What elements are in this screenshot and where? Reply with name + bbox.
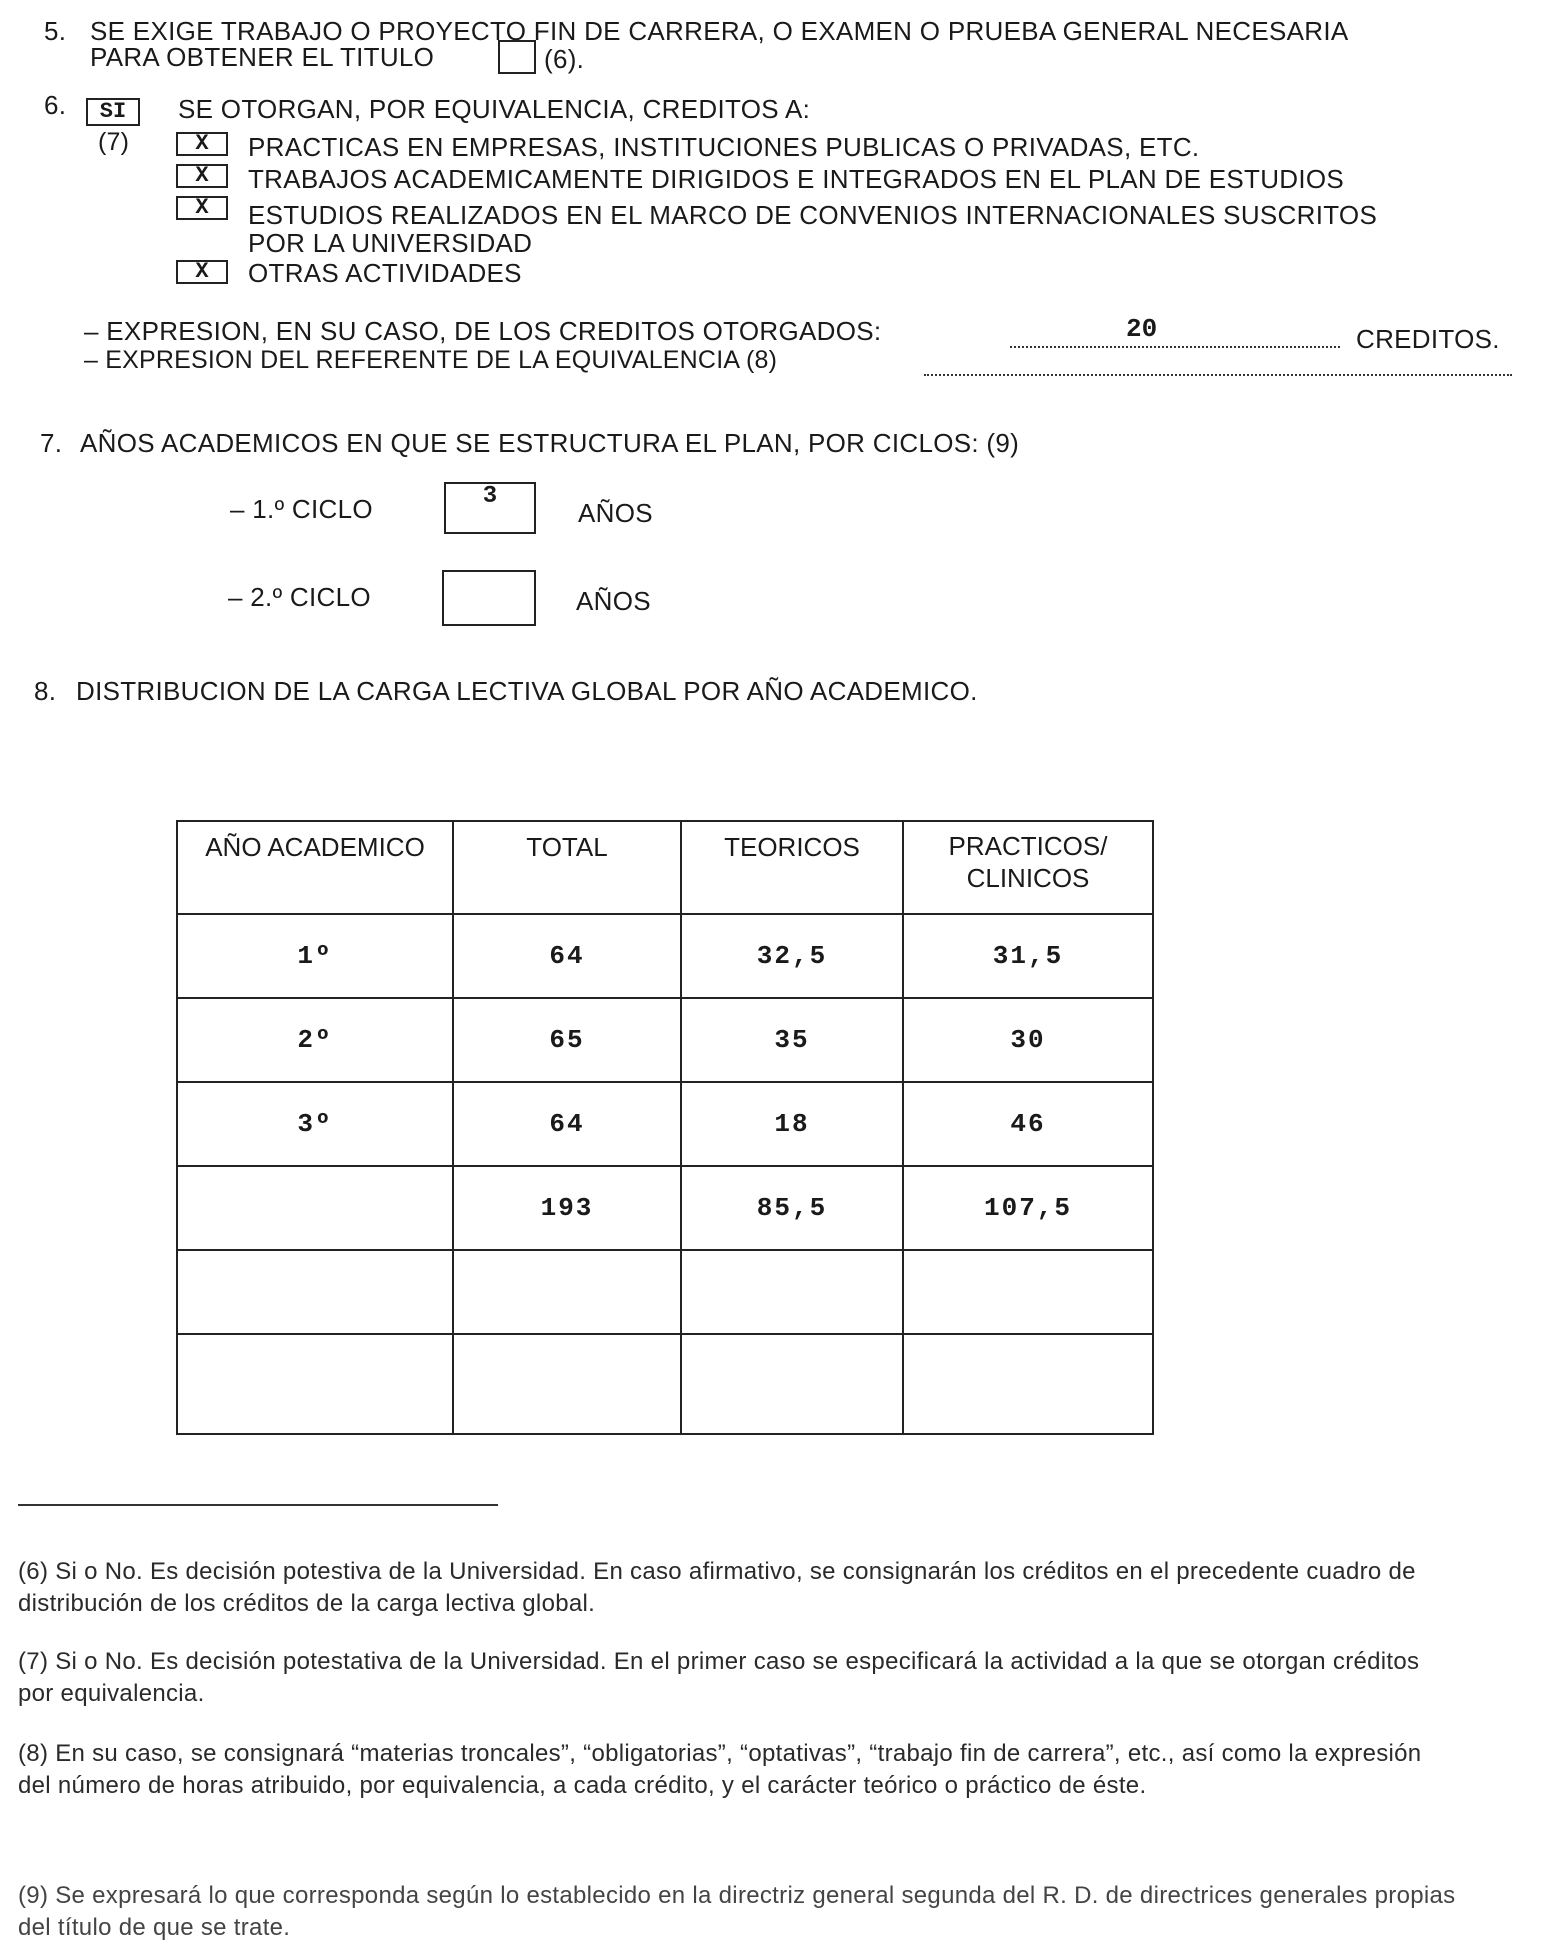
- item-7-number: 7.: [40, 428, 63, 458]
- option-checkbox-practicas[interactable]: X: [176, 132, 228, 156]
- cell-theory: 35: [681, 998, 903, 1082]
- option-label-otras: OTRAS ACTIVIDADES: [248, 258, 522, 288]
- header-year: AÑO ACADEMICO: [177, 821, 453, 914]
- cycle-2-label: – 2.º CICLO: [228, 582, 371, 612]
- cell-year: 3º: [177, 1082, 453, 1166]
- referent-line-label: – EXPRESION DEL REFERENTE DE LA EQUIVALENCIA (8): [84, 346, 778, 374]
- cell-practice: 46: [903, 1082, 1153, 1166]
- footnote-9: (9) Se expresará lo que corresponda según lo establecido en la directriz general segunda del R. D. de directrices generales propias del título de que se trate.: [18, 1882, 1456, 1941]
- option-checkbox-trabajos[interactable]: X: [176, 164, 228, 188]
- cell-theory[interactable]: [681, 1334, 903, 1434]
- item-8-heading: DISTRIBUCION DE LA CARGA LECTIVA GLOBAL POR AÑO ACADEMICO.: [76, 676, 978, 706]
- item-5-number: 5.: [44, 16, 67, 46]
- item-6-number: 6.: [44, 90, 67, 120]
- cell-total: 64: [453, 914, 681, 998]
- table-row: [177, 1082, 1153, 1166]
- cell-practice: 31,5: [903, 914, 1153, 998]
- cell-year: 1º: [177, 914, 453, 998]
- option-label-trabajos: TRABAJOS ACADEMICAMENTE DIRIGIDOS E INTEGRADOS EN EL PLAN DE ESTUDIOS: [248, 164, 1345, 194]
- option-checkbox-estudios[interactable]: X: [176, 196, 228, 220]
- cell-practice[interactable]: [903, 1334, 1153, 1434]
- item-5-line-1: SE EXIGE TRABAJO O PROYECTO FIN DE CARRERA, O EXAMEN O PRUEBA GENERAL NECESARIA: [90, 16, 1349, 46]
- cell-practice: 30: [903, 998, 1153, 1082]
- cell-year[interactable]: [177, 1250, 453, 1334]
- table-row-total: [177, 1166, 1153, 1250]
- cell-total: 193: [453, 1166, 681, 1250]
- header-total: TOTAL: [453, 821, 681, 914]
- cell-theory: 18: [681, 1082, 903, 1166]
- item-5-answer-box[interactable]: [498, 40, 536, 74]
- cell-theory: 32,5: [681, 914, 903, 998]
- option-label-practicas: PRACTICAS EN EMPRESAS, INSTITUCIONES PUBLICAS O PRIVADAS, ETC.: [248, 132, 1200, 162]
- credits-unit: CREDITOS.: [1356, 324, 1500, 354]
- cell-practice: 107,5: [903, 1166, 1153, 1250]
- cell-practice[interactable]: [903, 1250, 1153, 1334]
- cell-year: [177, 1166, 453, 1250]
- credits-value: 20: [1126, 314, 1158, 344]
- credits-dotted-field: [1010, 346, 1340, 348]
- option-label-estudios: ESTUDIOS REALIZADOS EN EL MARCO DE CONVENIOS INTERNACIONALES SUSCRITOS: [248, 200, 1378, 230]
- cell-theory[interactable]: [681, 1250, 903, 1334]
- cycle-1-unit: AÑOS: [578, 498, 653, 528]
- cycle-1-years-box[interactable]: 3: [444, 482, 536, 534]
- cell-year: 2º: [177, 998, 453, 1082]
- cell-theory: 85,5: [681, 1166, 903, 1250]
- cell-year[interactable]: [177, 1334, 453, 1434]
- header-theory: TEORICOS: [681, 821, 903, 914]
- cycle-2-years-box[interactable]: [442, 570, 536, 626]
- academic-load-table: [176, 820, 1154, 1435]
- cycle-1-label: – 1.º CICLO: [230, 494, 373, 524]
- footnote-separator: [18, 1504, 498, 1506]
- footnote-7: (7) Si o No. Es decisión potestativa de la Universidad. En el primer caso se especificará la actividad a la que se otorgan créditos por equivalencia.: [18, 1648, 1420, 1707]
- cell-total[interactable]: [453, 1334, 681, 1434]
- item-5-ref: (6).: [544, 44, 585, 74]
- cell-total[interactable]: [453, 1250, 681, 1334]
- item-6-heading: SE OTORGAN, POR EQUIVALENCIA, CREDITOS A:: [178, 94, 811, 124]
- item-5-line-2: PARA OBTENER EL TITULO: [90, 42, 435, 72]
- table-row: [177, 998, 1153, 1082]
- item-6-ref: (7): [98, 128, 130, 156]
- footnote-8: (8) En su caso, se consignará “materias troncales”, “obligatorias”, “optativas”, “trabajo fin de carrera”, etc., así como la expresión del número de horas atribuido, por equivalencia, a cada crédito, y el carácter teórico o práctico de éste.: [18, 1740, 1422, 1799]
- cell-total: 64: [453, 1082, 681, 1166]
- item-8-number: 8.: [34, 676, 57, 706]
- footnote-6: (6) Si o No. Es decisión potestiva de la Universidad. En caso afirmativo, se consignarán los créditos en el precedente cuadro de distribución de los créditos de la carga lectiva global.: [18, 1558, 1416, 1617]
- option-label-estudios-cont: POR LA UNIVERSIDAD: [248, 228, 533, 258]
- header-practice: PRACTICOS/ CLINICOS: [903, 821, 1153, 914]
- table-row: [177, 914, 1153, 998]
- item-6-si-box: SI: [86, 98, 140, 126]
- table-row-empty: [177, 1250, 1153, 1334]
- item-7-heading: AÑOS ACADEMICOS EN QUE SE ESTRUCTURA EL PLAN, POR CICLOS: (9): [80, 428, 1020, 458]
- referent-dotted-field: [924, 374, 1512, 376]
- option-checkbox-otras[interactable]: X: [176, 260, 228, 284]
- credits-line-label: – EXPRESION, EN SU CASO, DE LOS CREDITOS OTORGADOS:: [84, 316, 882, 346]
- table-row-empty: [177, 1334, 1153, 1434]
- cycle-2-unit: AÑOS: [576, 586, 651, 616]
- cell-total: 65: [453, 998, 681, 1082]
